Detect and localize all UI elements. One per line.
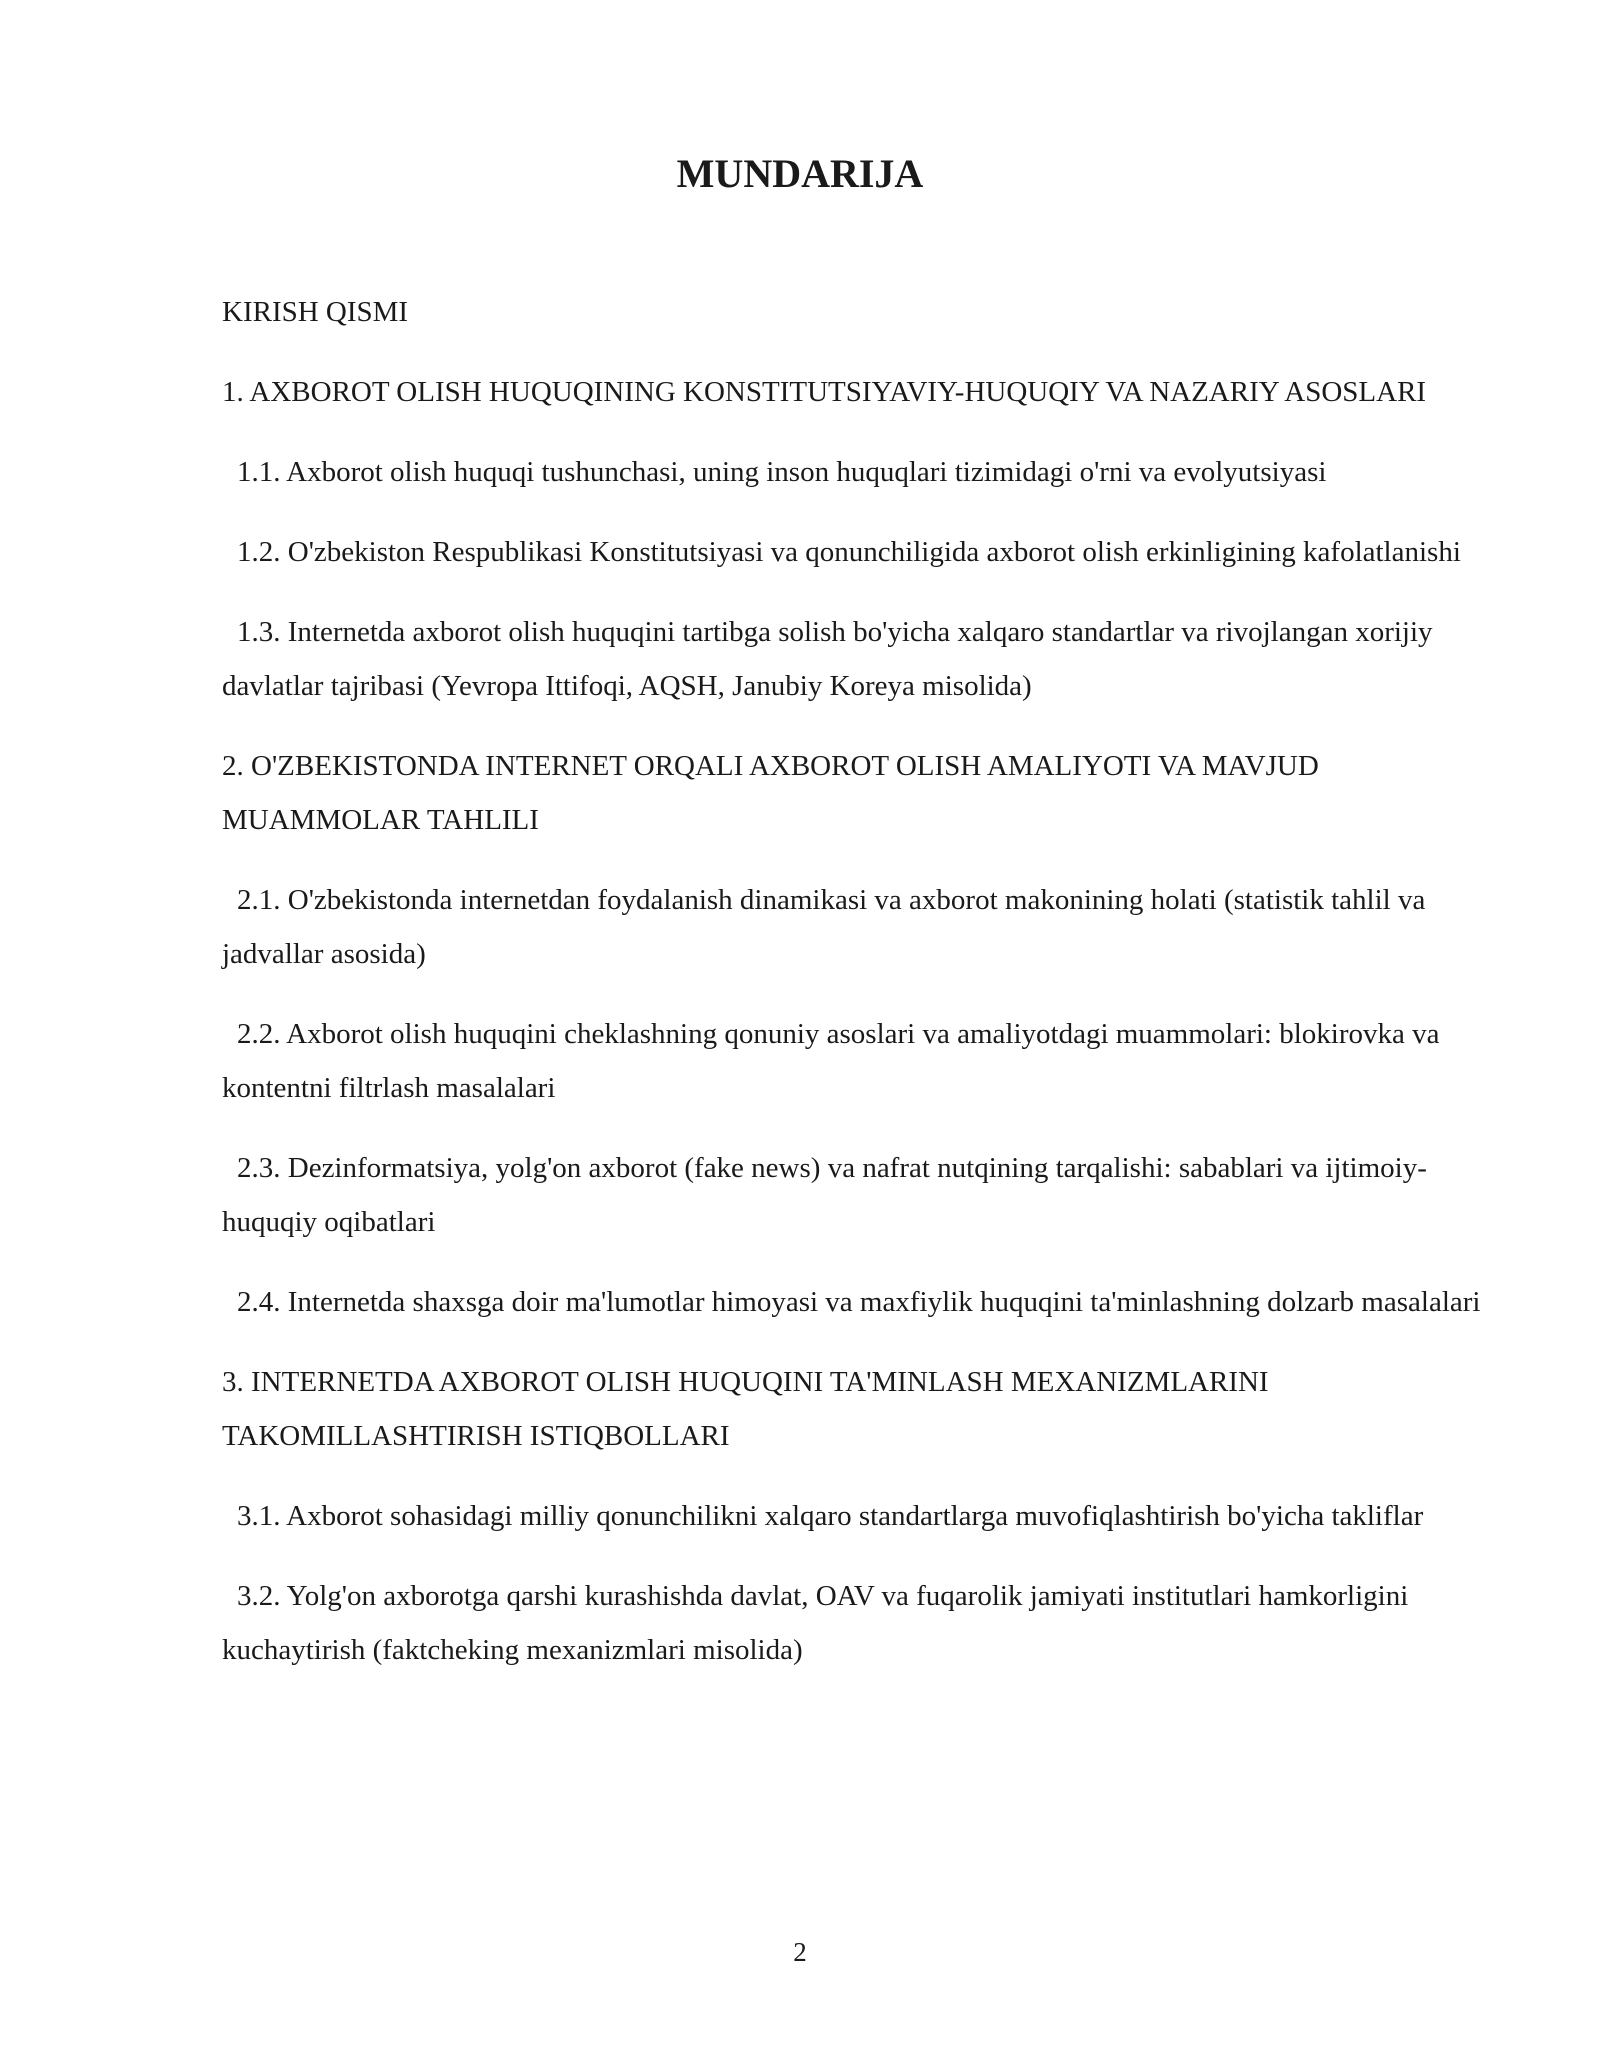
toc-item-section-1-1: 1.1. Axborot olish huquqi tushunchasi, uning inson huquqlari tizimidagi o'rni va evolyutsiyasi bbox=[237, 456, 1327, 488]
toc-item-section-1-2: 1.2. O'zbekiston Respublikasi Konstitutsiyasi va qonunchiligida axborot olish erkinligining kafolatlanishi bbox=[237, 536, 1461, 568]
toc-item-section-3-1: 3.1. Axborot sohasidagi milliy qonunchilikni xalqaro standartlarga muvofiqlashtirish bo'yicha takliflar bbox=[237, 1500, 1424, 1532]
toc-item-section-2-4: 2.4. Internetda shaxsga doir ma'lumotlar himoyasi va maxfiylik huquqini ta'minlashning dolzarb masalalari bbox=[237, 1286, 1481, 1318]
page-number: 2 bbox=[793, 1937, 807, 1967]
toc-item-section-2-2: 2.2. Axborot olish huquqini cheklashning qonuniy asoslari va amaliyotdagi muammolari: blokirovka va kontentni filtrlash masalalari bbox=[222, 1018, 1440, 1104]
toc-item-chapter-2: 2. O'ZBEKISTONDA INTERNET ORQALI AXBOROT OLISH AMALIYOTI VA MAVJUD MUAMMOLAR TAHLILI bbox=[222, 750, 1319, 836]
toc-item-section-2-1: 2.1. O'zbekistonda internetdan foydalanish dinamikasi va axborot makonining holati (statistik tahlil va jadvallar asosida) bbox=[222, 884, 1426, 970]
toc-item-chapter-1: 1. AXBOROT OLISH HUQUQINING KONSTITUTSIYAVIY-HUQUQIY VA NAZARIY ASOSLARI bbox=[222, 376, 1427, 408]
toc-item-chapter-3: 3. INTERNETDA AXBOROT OLISH HUQUQINI TA'MINLASH MEXANIZMLARINI TAKOMILLASHTIRISH ISTIQBOLLARI bbox=[222, 1366, 1269, 1452]
toc-item-intro: KIRISH QISMI bbox=[222, 296, 409, 328]
toc-item-section-3-2: 3.2. Yolg'on axborotga qarshi kurashishda davlat, OAV va fuqarolik jamiyati institutlari hamkorligini kuchaytirish (faktcheking mexanizmlari misolida) bbox=[222, 1580, 1409, 1666]
page-title: MUNDARIJA bbox=[676, 151, 924, 196]
table-of-contents bbox=[222, 285, 1482, 1703]
toc-item-section-1-3: 1.3. Internetda axborot olish huquqini tartibga solish bo'yicha xalqaro standartlar va rivojlangan xorijiy davlatlar tajribasi (Yevropa Ittifoqi, AQSH, Janubiy Koreya misolida) bbox=[222, 616, 1433, 702]
toc-item-section-2-3: 2.3. Dezinformatsiya, yolg'on axborot (fake news) va nafrat nutqining tarqalishi: sabablari va ijtimoiy-huquqiy oqibatlari bbox=[222, 1152, 1427, 1238]
